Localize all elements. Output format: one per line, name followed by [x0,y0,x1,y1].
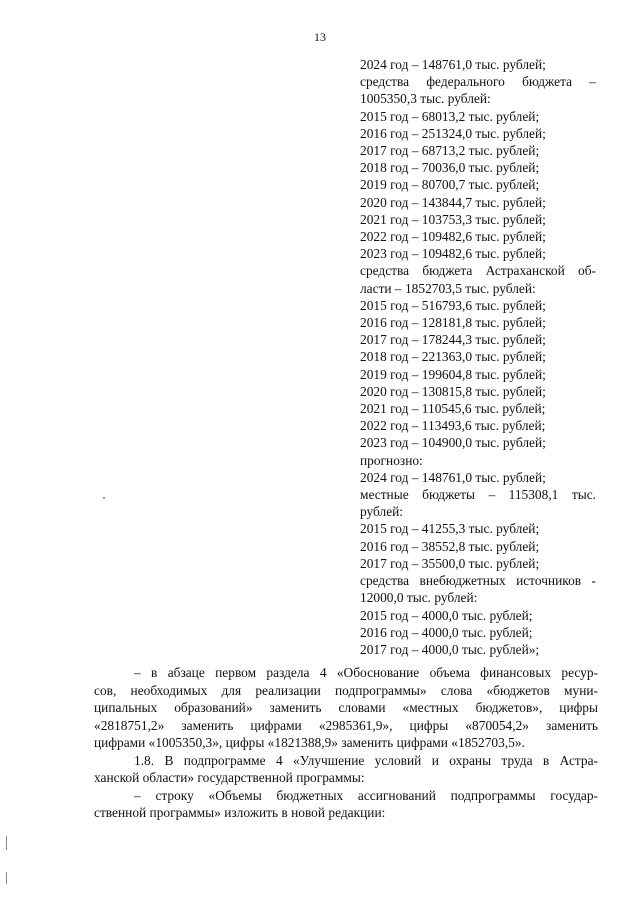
funding-line: 2018 год – 70036,0 тыс. рублей; [360,160,540,176]
funding-line: 2022 год – 113493,6 тыс. рублей; [360,418,546,434]
paragraph-line: цифрами «1005350,3», цифры «1821388,9» заменить цифрами «1852703,5». [94,735,525,750]
page-number: 13 [314,30,326,44]
paragraph-line: – строку «Объемы бюджетных ассигнований подпрограммы государ- [134,787,598,803]
funding-breakdown-column [360,56,596,658]
paragraph-section4-amendment [94,664,598,752]
funding-line: средства бюджета Астраханской об- [360,263,596,279]
paragraph-line: 1.8. В подпрограмме 4 «Улучшение условий и охраны труда в Астра- [134,752,598,768]
funding-line: 2019 год – 80700,7 тыс. рублей; [360,177,540,193]
funding-line: 12000,0 тыс. рублей: [360,590,478,606]
left-margin-scan-mark [6,836,7,850]
funding-line: 2018 год – 221363,0 тыс. рублей; [360,349,546,365]
paragraph-line: ханской области» государственной программы: [94,770,365,785]
funding-line: 2021 год – 110545,6 тыс. рублей; [360,401,546,417]
paragraph-allocation-row [94,787,598,822]
paragraph-line: сов, необходимых для реализации подпрограммы» слова «бюджетов муни- [94,682,598,698]
funding-line: 2019 год – 199604,8 тыс. рублей; [360,366,546,382]
paragraph-subprogram4-heading [94,752,598,787]
funding-line: 2017 год – 68713,2 тыс. рублей; [360,143,540,159]
funding-line: 2015 год – 4000,0 тыс. рублей; [360,607,533,623]
paragraph-line: «2818751,2» заменить цифрами «2985361,9», цифры «870054,2» заменить [94,717,598,733]
funding-line: 2023 год – 109482,6 тыс. рублей; [360,246,546,262]
funding-line: 2017 год – 178244,3 тыс. рублей; [360,332,546,348]
funding-line: 2016 год – 128181,8 тыс. рублей; [360,315,546,331]
funding-line: 2016 год – 251324,0 тыс. рублей; [360,125,546,141]
funding-line: 2022 год – 109482,6 тыс. рублей; [360,229,546,245]
funding-line: ласти – 1852703,5 тыс. рублей: [360,280,536,296]
funding-line: 2017 год – 4000,0 тыс. рублей»; [360,641,540,657]
scan-speck [103,497,105,499]
funding-line: 2020 год – 143844,7 тыс. рублей; [360,194,546,210]
funding-line: прогнозно: [360,452,423,468]
paragraph-line: – в абзаце первом раздела 4 «Обоснование объема финансовых ресур- [134,665,598,680]
funding-line: 2015 год – 68013,2 тыс. рублей; [360,108,540,124]
funding-line: 2016 год – 38552,8 тыс. рублей; [360,538,540,554]
funding-line: 2024 год – 148761,0 тыс. рублей; [360,469,546,485]
funding-line: 2016 год – 4000,0 тыс. рублей; [360,624,533,640]
funding-line: средства внебюджетных источников - [360,573,596,589]
funding-line: рублей: [360,504,404,520]
paragraph-line: ципальных образований» заменить словами «местных бюджетов», цифры [94,700,598,715]
funding-line: 2015 год – 41255,3 тыс. рублей; [360,521,540,537]
funding-line: 1005350,3 тыс. рублей: [360,91,491,107]
body-text [94,664,598,822]
funding-line: местные бюджеты – 115308,1 тыс. [360,487,596,503]
funding-line: 2020 год – 130815,8 тыс. рублей; [360,383,546,399]
funding-line: средства федерального бюджета – [360,74,596,90]
paragraph-line: ственной программы» изложить в новой редакции: [94,805,386,820]
funding-line: 2021 год – 103753,3 тыс. рублей; [360,211,546,227]
funding-line: 2024 год – 148761,0 тыс. рублей; [360,57,546,72]
funding-line: 2017 год – 35500,0 тыс. рублей; [360,555,540,571]
funding-line: 2023 год – 104900,0 тыс. рублей; [360,435,546,451]
funding-line: 2015 год – 516793,6 тыс. рублей; [360,297,546,313]
left-margin-scan-mark [6,872,7,884]
